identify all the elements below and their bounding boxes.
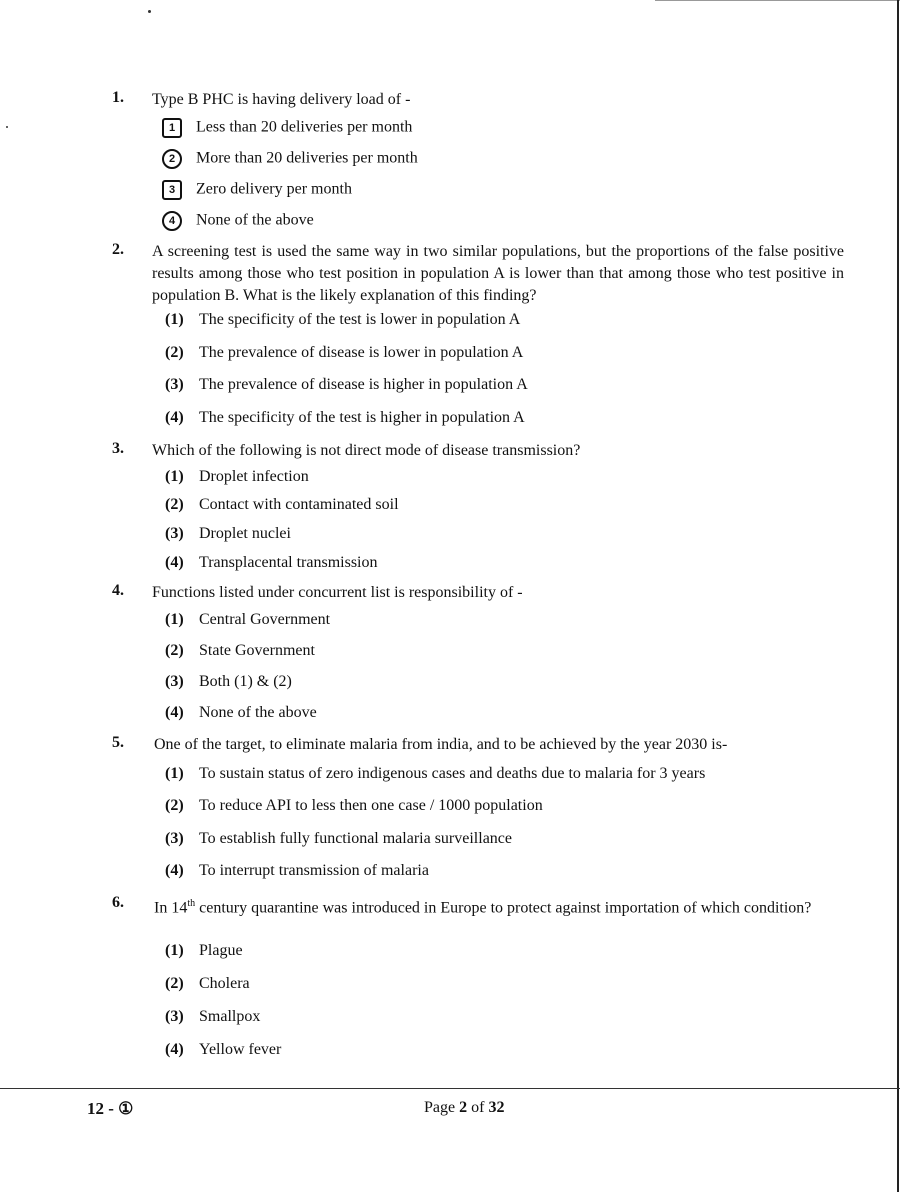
question-text: Which of the following is not direct mode of disease transmission?: [152, 442, 581, 459]
option-number: (2): [165, 975, 184, 992]
page-number: [424, 1099, 504, 1117]
option-number: (2): [165, 496, 184, 513]
option-text: Contact with contaminated soil: [199, 496, 399, 513]
option-text: Central Government: [199, 611, 331, 628]
option-text: Zero delivery per month: [196, 180, 352, 198]
option-text: The prevalence of disease is higher in population A: [199, 376, 528, 393]
option-number: (3): [165, 376, 184, 393]
question-number: 1.: [112, 89, 124, 106]
option-number: (4): [165, 704, 184, 721]
question-text: Functions listed under concurrent list is responsibility of -: [152, 584, 523, 601]
option-number: (4): [165, 409, 184, 426]
option-text: Droplet nuclei: [199, 525, 291, 542]
option-text: More than 20 deliveries per month: [196, 149, 418, 167]
option-1[interactable]: [165, 942, 243, 960]
question-text: A screening test is used the same way in two similar populations, but the proportions of the false positive results among those who test position in population A is lower than that among those who test positive in population B. What is the likely explanation of this finding?: [152, 243, 844, 304]
option-text: State Government: [199, 642, 315, 659]
option-text: None of the above: [196, 211, 314, 229]
option-1[interactable]: [162, 118, 412, 138]
option-number-circle: 1: [162, 118, 182, 138]
option-3[interactable]: [165, 525, 291, 543]
option-2[interactable]: [165, 975, 250, 993]
option-1[interactable]: [165, 611, 330, 629]
option-3[interactable]: [165, 376, 528, 394]
question-text: One of the target, to eliminate malaria from india, and to be achieved by the year 2030 is-: [154, 736, 728, 753]
option-4[interactable]: [165, 862, 429, 880]
page-current: 2: [459, 1099, 468, 1116]
option-4[interactable]: [162, 211, 314, 231]
option-2[interactable]: [165, 642, 315, 660]
page-prefix: Page: [424, 1099, 460, 1116]
footer-rule: [0, 1088, 900, 1089]
right-margin-rule: [897, 0, 899, 1192]
booklet-code: 12 - ①: [87, 1099, 134, 1118]
option-text: Both (1) & (2): [199, 673, 292, 690]
option-text: Plague: [199, 942, 243, 959]
option-number: (1): [165, 611, 184, 628]
option-number: (1): [165, 765, 184, 782]
option-2[interactable]: [165, 797, 543, 815]
option-number: (1): [165, 942, 184, 959]
option-number: (2): [165, 642, 184, 659]
option-number: (3): [165, 673, 184, 690]
option-text: None of the above: [199, 704, 317, 721]
ordinal-suffix: th: [187, 898, 196, 909]
option-text: Cholera: [199, 975, 250, 992]
option-number: (1): [165, 468, 184, 485]
option-number: (3): [165, 1008, 184, 1025]
question-text-pre: In 14: [154, 899, 188, 917]
option-text: Smallpox: [199, 1008, 261, 1025]
option-3[interactable]: [165, 830, 512, 848]
option-number: (2): [165, 344, 184, 361]
option-text: The specificity of the test is higher in population A: [199, 409, 525, 426]
option-text: The prevalence of disease is lower in population A: [199, 344, 524, 361]
option-2[interactable]: [165, 496, 399, 514]
option-text: To interrupt transmission of malaria: [199, 862, 429, 879]
question-number: 4.: [112, 582, 124, 599]
option-number: (4): [165, 554, 184, 571]
option-text: To sustain status of zero indigenous cases and deaths due to malaria for 3 years: [199, 765, 706, 782]
option-4[interactable]: [165, 704, 317, 722]
scan-speck: [6, 126, 8, 128]
page-of: of: [467, 1099, 489, 1116]
option-text: Less than 20 deliveries per month: [196, 118, 413, 136]
option-number: (4): [165, 1041, 184, 1058]
option-4[interactable]: [165, 1041, 281, 1059]
question-number: 3.: [112, 440, 124, 457]
option-text: To reduce API to less then one case / 1000 population: [199, 797, 543, 814]
option-text: Droplet infection: [199, 468, 309, 485]
option-text: Transplacental transmission: [199, 554, 378, 571]
option-number: (4): [165, 862, 184, 879]
option-number: (1): [165, 311, 184, 328]
option-number-circle: 2: [162, 149, 182, 169]
option-number: (3): [165, 525, 184, 542]
question-number: 6.: [112, 894, 124, 911]
option-text: Yellow fever: [199, 1041, 282, 1058]
option-3[interactable]: [165, 1008, 260, 1026]
option-number-circle: 4: [162, 211, 182, 231]
option-3[interactable]: [165, 673, 292, 691]
page-total: 32: [488, 1099, 505, 1116]
option-number: (2): [165, 797, 184, 814]
question-number: 5.: [112, 734, 124, 751]
scan-speck: [148, 10, 151, 13]
question-text: [154, 893, 844, 919]
option-number-circle: 3: [162, 180, 182, 200]
option-text: The specificity of the test is lower in population A: [199, 311, 521, 328]
option-text: To establish fully functional malaria surveillance: [199, 830, 512, 847]
option-2[interactable]: [165, 344, 523, 362]
question-text: Type B PHC is having delivery load of -: [152, 91, 411, 108]
option-1[interactable]: [165, 311, 520, 329]
option-1[interactable]: [165, 468, 309, 486]
option-3[interactable]: [162, 180, 352, 200]
option-number: (3): [165, 830, 184, 847]
question-text-post: century quarantine was introduced in Europe to protect against importation of which condition?: [195, 899, 812, 917]
question-number: 2.: [112, 241, 124, 258]
option-4[interactable]: [165, 409, 525, 427]
option-1[interactable]: [165, 765, 705, 783]
option-4[interactable]: [165, 554, 378, 572]
option-2[interactable]: [162, 149, 418, 169]
top-rule: [655, 0, 900, 1]
